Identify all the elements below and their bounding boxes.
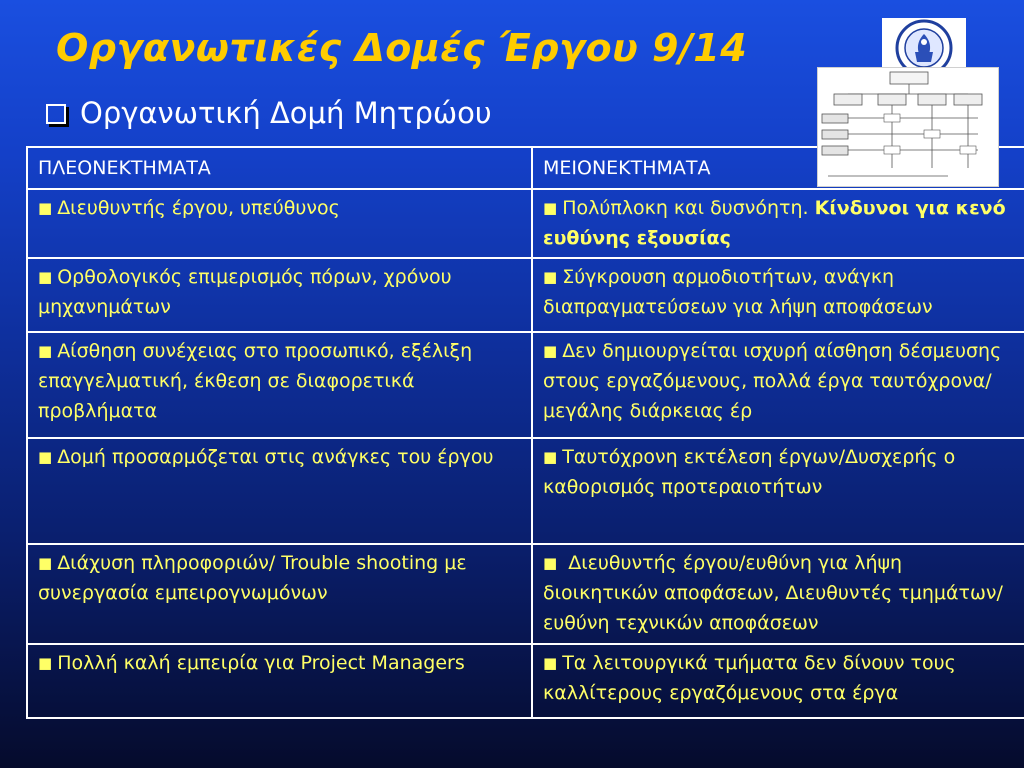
disadvantage-cell [532, 438, 1024, 544]
disadvantage-cell [532, 644, 1024, 718]
slide-title: Οργανωτικές Δομές Έργου 9/14 [56, 26, 748, 70]
square-bullet-icon: ■ [543, 342, 558, 360]
square-bullet-icon: ■ [38, 554, 53, 572]
square-bullet-icon: ■ [543, 654, 558, 672]
advantage-cell [27, 438, 532, 544]
disadvantage-text: Ταυτόχρονη εκτέλεση έργων/Δυσχερής ο καθορισμός προτεραιοτήτων [543, 446, 956, 498]
square-bullet-icon: ■ [38, 448, 53, 466]
advantage-cell [27, 332, 532, 438]
disadvantage-cell [532, 544, 1024, 644]
advantage-text: Διάχυση πληροφοριών/ Trouble shooting με συνεργασία εμπειρογνωμόνων [38, 552, 467, 604]
square-bullet-icon: ■ [543, 199, 558, 217]
square-bullet-icon: ■ [38, 268, 53, 286]
advantage-cell [27, 189, 532, 258]
table-row [27, 258, 1024, 332]
disadvantage-text: Διευθυντής έργου/ευθύνη για λήψη διοικητικών αποφάσεων, Διευθυντές τμημάτων/ευθύνη τεχνικών αποφάσεων [543, 552, 1003, 634]
disadvantage-text: Δεν δημιουργείται ισχυρή αίσθηση δέσμευσης στους εργαζόμενους, πολλά έργα ταυτόχρονα/μεγάλης διάρκειας έρ [543, 340, 1002, 422]
slide-subtitle: Οργανωτική Δομή Μητρώου [80, 96, 492, 130]
table-row [27, 189, 1024, 258]
disadvantage-cell [532, 189, 1024, 258]
advantage-text: Πολλή καλή εμπειρία για Project Managers [57, 652, 465, 674]
square-bullet-icon: ■ [38, 342, 53, 360]
header-disadvantages: ΜΕΙΟΝΕΚΤΗΜΑΤΑ [532, 147, 1024, 189]
subtitle-row [46, 96, 492, 130]
advantage-text: Δομή προσαρμόζεται στις ανάγκες του έργου [57, 446, 494, 468]
square-bullet-icon: ■ [543, 268, 558, 286]
disadvantage-cell [532, 258, 1024, 332]
advantage-text: Διευθυντής έργου, υπεύθυνος [57, 197, 340, 219]
advantages-disadvantages-table [26, 146, 1024, 719]
advantage-cell [27, 544, 532, 644]
square-bullet-icon: ■ [38, 654, 53, 672]
header-advantages: ΠΛΕΟΝΕΚΤΗΜΑΤΑ [27, 147, 532, 189]
advantage-cell [27, 644, 532, 718]
square-bullet-icon: ■ [543, 554, 558, 572]
advantage-cell [27, 258, 532, 332]
disadvantage-text: Σύγκρουση αρμοδιοτήτων, ανάγκη διαπραγματεύσεων για λήψη αποφάσεων [543, 266, 933, 318]
square-bullet-icon: ■ [543, 448, 558, 466]
matrix-organization-chart-icon [818, 68, 998, 186]
table-row [27, 438, 1024, 544]
disadvantage-cell [532, 332, 1024, 438]
disadvantage-bold-text: Κίνδυνοι για κενό ευθύνης εξουσίας [543, 197, 1006, 249]
table-row [27, 644, 1024, 718]
square-bullet-icon: ■ [38, 199, 53, 217]
checkbox-square-icon [46, 104, 66, 124]
disadvantage-text: Τα λειτουργικά τμήματα δεν δίνουν τους καλλίτερους εργαζόμενους στα έργα [543, 652, 956, 704]
advantage-text: Αίσθηση συνέχειας στο προσωπικό, εξέλιξη επαγγελματική, έκθεση σε διαφορετικά προβλήματα [38, 340, 473, 422]
disadvantage-text: Πολύπλοκη και δυσνόητη. [562, 197, 809, 219]
table-row [27, 332, 1024, 438]
advantage-text: Ορθολογικός επιμερισμός πόρων, χρόνου μηχανημάτων [38, 266, 452, 318]
table-row [27, 544, 1024, 644]
